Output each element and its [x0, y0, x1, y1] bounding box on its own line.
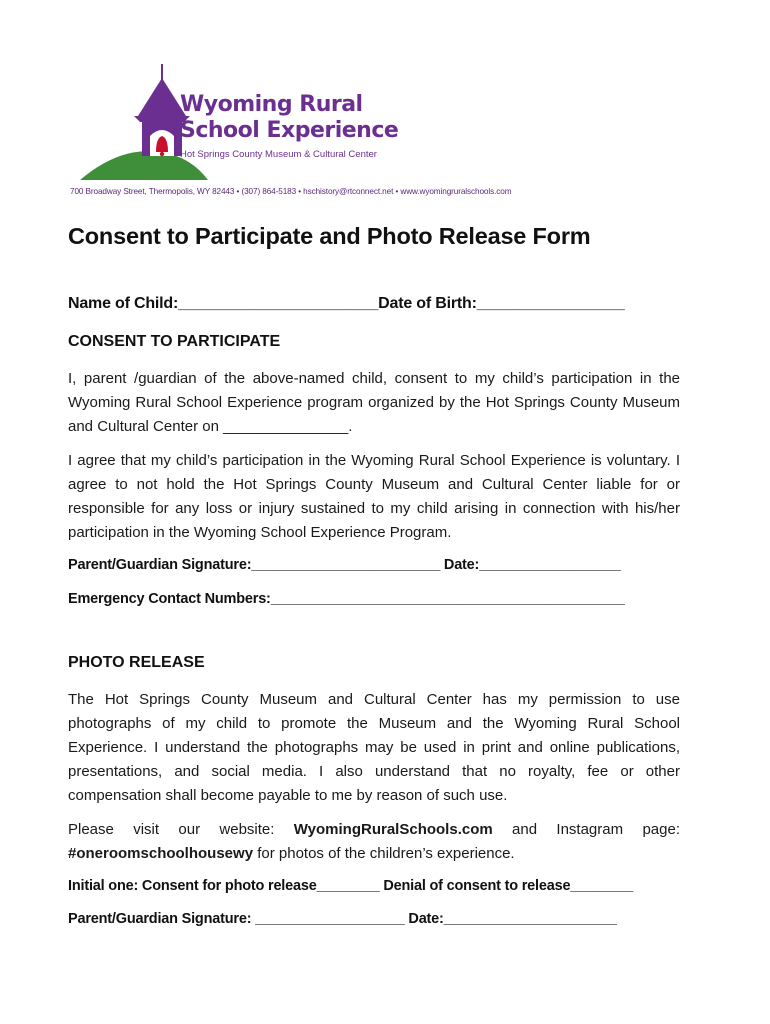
- child-name-field[interactable]: _______________________: [178, 295, 379, 312]
- org-name-line2: School Experience: [180, 118, 399, 143]
- consent-signature-line: [68, 557, 621, 573]
- org-subtitle: Hot Springs County Museum & Cultural Center: [180, 149, 377, 160]
- consent-date-label: Date:: [440, 557, 480, 573]
- consent-date-field[interactable]: __________________: [479, 557, 621, 573]
- child-info-line: [68, 295, 625, 313]
- visit-prefix: Please visit our website:: [68, 821, 294, 838]
- org-name-line1: Wyoming Rural: [180, 92, 363, 117]
- photo-date-field[interactable]: ______________________: [443, 911, 617, 927]
- consent-signature-label: Parent/Guardian Signature:: [68, 557, 252, 573]
- org-address: 700 Broadway Street, Thermopolis, WY 82443 • (307) 864-5183 • hschistory@rtconnect.net • www.wyomingruralschools.com: [70, 187, 512, 196]
- consent-signature-field[interactable]: ________________________: [251, 557, 441, 573]
- website-link[interactable]: WyomingRuralSchools.com: [293, 821, 493, 838]
- photo-date-label: Date:: [404, 911, 444, 927]
- photo-signature-field[interactable]: ___________________: [255, 911, 405, 927]
- emergency-contact-field[interactable]: _____________________________________________: [270, 591, 625, 607]
- initial-consent-label: Initial one: Consent for photo release: [68, 878, 317, 894]
- org-logo: [62, 60, 522, 202]
- consent-heading: CONSENT TO PARTICIPATE: [68, 333, 281, 350]
- photo-release-paragraph: The Hot Springs County Museum and Cultural Center has my permission to use photographs of my child to promote the Museum and the Wyoming Rural School Experience. I understand the photographs may be used in print and online publications, presentations, and social media. I also understand that no royalty, fee or other compensation shall become payable to me by reason of such use.: [68, 691, 680, 804]
- visit-paragraph: [68, 818, 680, 866]
- initial-denial-label: Denial of consent to release: [379, 878, 571, 894]
- photo-signature-line: [68, 911, 617, 927]
- visit-middle: and Instagram page:: [492, 821, 680, 838]
- instagram-hashtag[interactable]: #oneroomschoolhousewy: [68, 845, 254, 862]
- initial-denial-field[interactable]: ________: [570, 878, 634, 894]
- emergency-contact-label: Emergency Contact Numbers:: [68, 591, 271, 607]
- photo-signature-label: Parent/Guardian Signature:: [68, 911, 256, 927]
- consent-paragraph-2: I agree that my child’s participation in the Wyoming Rural School Experience is voluntary. I agree to not hold the Hot Springs County Museum and Cultural Center liable for or responsible for any loss or injury sustained to my child arising in connection with his/her participation in the Wyoming School Experience Program.: [68, 452, 680, 541]
- dob-label: Date of Birth:: [378, 295, 477, 312]
- visit-suffix: for photos of the children’s experience.: [253, 845, 515, 862]
- dob-field[interactable]: _________________: [476, 295, 625, 312]
- initial-consent-field[interactable]: ________: [316, 878, 380, 894]
- form-title: Consent to Participate and Photo Release Form: [68, 223, 591, 249]
- photo-initial-line: [68, 878, 633, 894]
- photo-release-heading: PHOTO RELEASE: [68, 654, 205, 671]
- emergency-contact-line: [68, 591, 625, 607]
- child-name-label: Name of Child:: [68, 295, 179, 312]
- consent-paragraph-1: I, parent /guardian of the above-named child, consent to my child’s participation in the Wyoming Rural School Experience program organized by the Hot Springs County Museum and Cultural Center on _______________.: [68, 370, 680, 435]
